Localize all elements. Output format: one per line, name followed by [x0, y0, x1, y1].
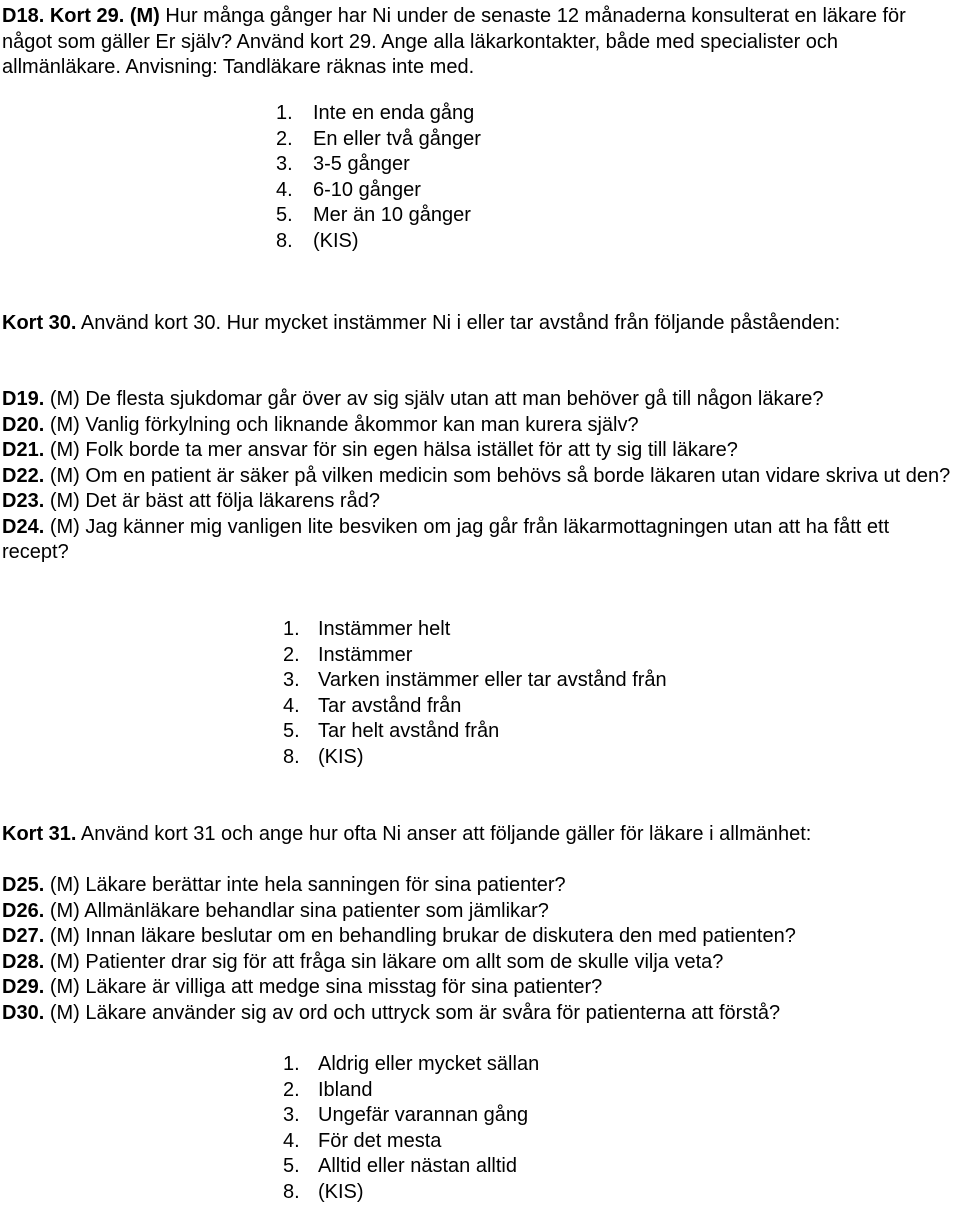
question-text: (M) Läkare använder sig av ord och uttryck som är svåra för patienterna att förstå? — [49, 1001, 781, 1024]
option-label: Tar helt avstånd från — [318, 720, 500, 742]
question-id: D20. — [2, 413, 45, 436]
option-item — [276, 178, 481, 204]
question-id: D28. — [2, 950, 45, 973]
question-text: (M) De flesta sjukdomar går över av sig själv utan att man behöver gå till någon läkare? — [49, 388, 824, 410]
option-number: 4. — [276, 178, 293, 201]
card-label: Kort 31. — [2, 823, 77, 845]
option-number: 4. — [283, 694, 300, 717]
question-id: D19. — [2, 388, 45, 410]
option-item — [276, 101, 481, 127]
question-text: (M) Läkare berättar inte hela sanningen för sina patienter? — [49, 874, 566, 896]
option-number: 2. — [283, 1078, 300, 1101]
answer-options-card-31 — [283, 1052, 539, 1205]
question-d25 — [2, 873, 952, 899]
question-id: D23. — [2, 490, 45, 512]
question-list-card-30 — [2, 387, 952, 566]
option-item — [276, 229, 481, 255]
option-label: Instämmer — [318, 643, 413, 666]
question-id: D26. — [2, 899, 45, 922]
option-number: 5. — [283, 1155, 300, 1177]
option-number: 1. — [283, 618, 300, 640]
question-id: D22. — [2, 464, 45, 487]
option-item — [283, 719, 667, 745]
question-list-card-31 — [2, 873, 952, 1026]
option-item — [283, 1052, 539, 1078]
question-id: D18. — [2, 5, 45, 27]
question-text: (M) Det är bäst att följa läkarens råd? — [49, 490, 380, 512]
option-label: Aldrig eller mycket sällan — [318, 1053, 540, 1075]
question-text: (M) Patienter drar sig för att fråga sin läkare om allt som de skulle vilja veta? — [49, 950, 724, 973]
question-d24 — [2, 515, 952, 566]
option-label: Ungefär varannan gång — [318, 1104, 529, 1126]
question-text: (M) Vanlig förkylning och liknande åkommor kan man kurera själv? — [49, 413, 639, 436]
question-text: (M) Läkare är villiga att medge sina misstag för sina patienter? — [49, 976, 603, 998]
option-item — [283, 643, 667, 669]
option-item — [283, 617, 667, 643]
option-label: (KIS) — [318, 745, 364, 768]
card-instruction-text: Använd kort 30. Hur mycket instämmer Ni i eller tar avstånd från följande påståenden: — [80, 312, 841, 334]
question-id: D30. — [2, 1001, 45, 1024]
question-text: (M) Allmänläkare behandlar sina patienter som jämlikar? — [49, 899, 549, 922]
option-item — [283, 668, 667, 694]
option-label: Inte en enda gång — [313, 102, 475, 124]
question-d22 — [2, 464, 952, 490]
option-number: 4. — [283, 1129, 300, 1152]
option-label: En eller två gånger — [313, 127, 481, 150]
option-item — [283, 1180, 539, 1206]
option-number: 3. — [283, 669, 300, 691]
option-label: Alltid eller nästan alltid — [318, 1155, 517, 1177]
question-d23 — [2, 489, 952, 515]
question-id: D29. — [2, 976, 45, 998]
mark-m: (M) — [129, 5, 160, 27]
option-label: 6-10 gånger — [313, 178, 421, 201]
question-id: D27. — [2, 925, 45, 947]
card-label: Kort 30. — [2, 312, 77, 334]
answer-options-card-30 — [283, 617, 667, 770]
question-d20 — [2, 413, 952, 439]
option-label: (KIS) — [313, 229, 359, 252]
option-number: 3. — [276, 153, 293, 175]
question-d19 — [2, 387, 952, 413]
option-number: 8. — [283, 1180, 300, 1203]
option-label: Instämmer helt — [318, 618, 451, 640]
card-31-instruction — [2, 822, 952, 848]
question-d29 — [2, 975, 952, 1001]
option-item — [283, 1129, 539, 1155]
option-item — [283, 1078, 539, 1104]
question-d28 — [2, 950, 952, 976]
option-label: För det mesta — [318, 1129, 442, 1152]
option-item — [283, 1154, 539, 1180]
question-id: D24. — [2, 515, 45, 538]
option-number: 8. — [283, 745, 300, 768]
option-label: 3-5 gånger — [313, 153, 410, 175]
option-item — [276, 127, 481, 153]
option-label: Mer än 10 gånger — [313, 204, 471, 226]
question-id: D25. — [2, 874, 45, 896]
option-number: 3. — [283, 1104, 300, 1126]
question-text: (M) Om en patient är säker på vilken medicin som behövs så borde läkaren utan vidare skriva ut den? — [49, 464, 951, 487]
question-text: (M) Folk borde ta mer ansvar för sin egen hälsa istället för att ty sig till läkare? — [49, 439, 738, 461]
option-number: 1. — [276, 102, 293, 124]
question-id: D21. — [2, 439, 45, 461]
option-label: (KIS) — [318, 1180, 364, 1203]
option-number: 2. — [283, 643, 300, 666]
question-text: (M) Jag känner mig vanligen lite besviken om jag går från läkarmottagningen utan att ha fått ett recept? — [2, 515, 890, 563]
answer-options-card-29 — [276, 101, 481, 254]
card-30-instruction — [2, 311, 952, 337]
question-d26 — [2, 899, 952, 925]
question-d21 — [2, 438, 952, 464]
option-number: 5. — [283, 720, 300, 742]
option-number: 1. — [283, 1053, 300, 1075]
option-item — [283, 694, 667, 720]
question-text: (M) Innan läkare beslutar om en behandling brukar de diskutera den med patienten? — [49, 925, 796, 947]
question-d27 — [2, 924, 952, 950]
option-item — [283, 1103, 539, 1129]
option-number: 8. — [276, 229, 293, 252]
option-item — [276, 203, 481, 229]
card-instruction-text: Använd kort 31 och ange hur ofta Ni anser att följande gäller för läkare i allmänhet: — [80, 823, 812, 845]
option-label: Tar avstånd från — [318, 694, 462, 717]
question-d18 — [2, 4, 952, 81]
option-item — [276, 152, 481, 178]
question-text: Hur många gånger har Ni under de senaste 12 månaderna konsulterat en läkare för något som gäller Er själv? Använd kort 29. Ange alla läkarkontakter, både med specialister och allmänläkare. Anvisning: Tandläkare räknas inte med. — [2, 5, 906, 78]
option-label: Ibland — [318, 1078, 373, 1101]
option-number: 2. — [276, 127, 293, 150]
option-label: Varken instämmer eller tar avstånd från — [318, 669, 667, 691]
question-d30 — [2, 1001, 952, 1027]
option-item — [283, 745, 667, 771]
card-ref: Kort 29. — [49, 5, 125, 27]
option-number: 5. — [276, 204, 293, 226]
